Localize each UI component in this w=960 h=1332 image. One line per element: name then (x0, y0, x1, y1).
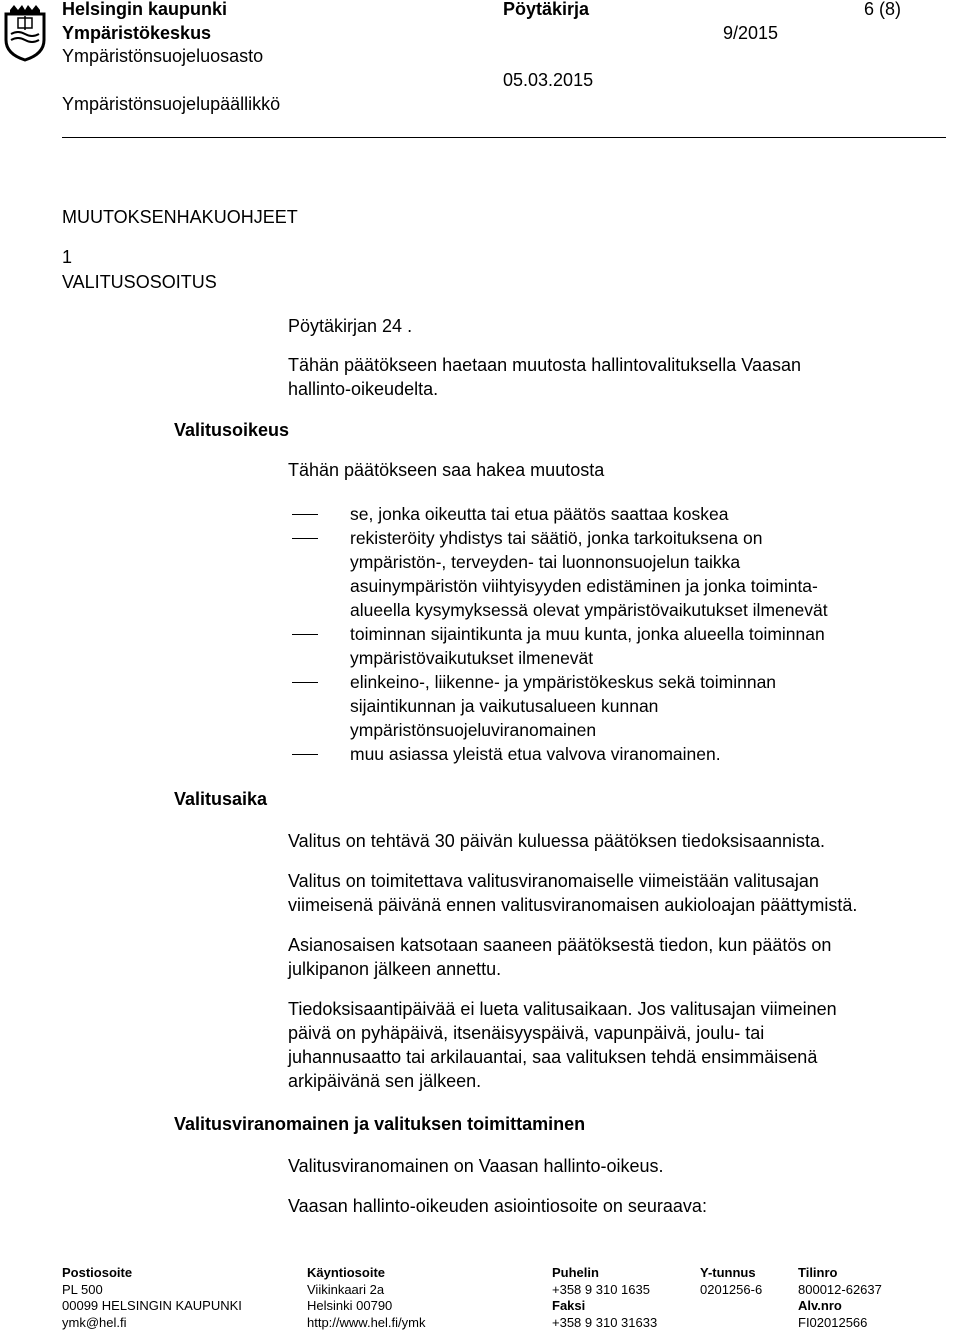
appellant-line: toiminnan sijaintikunta ja muu kunta, jonka alueella toiminnan (350, 624, 825, 644)
footer-line: 800012-62637 (798, 1281, 882, 1297)
footer-postal-address (62, 1265, 242, 1331)
header-official: Ympäristönsuojelupäällikkö (62, 94, 281, 114)
footer-line: 00099 HELSINGIN KAUPUNKI (62, 1298, 242, 1313)
section-title: VALITUSOSOITUS (62, 272, 217, 292)
appellant-line: rekisteröity yhdistys tai säätiö, jonka tarkoituksena on (350, 528, 763, 548)
period-line: Valitus on tehtävä 30 päivän kuluessa päätöksen tiedoksisaannista. (288, 831, 826, 851)
protocol-reference-suffix: . (407, 316, 413, 336)
appellant-line: ympäristövaikutukset ilmenevät (350, 648, 594, 668)
period-line: Asianosaisen katsotaan saaneen päätöksestä tiedon, kun päätös on (288, 935, 832, 955)
header-divider (62, 137, 946, 138)
appellant-line: asuinympäristön viihtyisyyden edistäminen ja jonka toiminta- (350, 576, 818, 596)
label-right-of-appeal: Valitusoikeus (174, 420, 290, 440)
instructions-heading: MUUTOKSENHAKUOHJEET (62, 207, 298, 227)
appellant-line: muu asiassa yleistä etua valvova viranomainen. (350, 744, 721, 764)
footer-phone (552, 1265, 657, 1331)
footer-line: Käyntiosoite (307, 1265, 386, 1280)
header-page-number: 6 (8) (864, 0, 902, 19)
dash-bullet (292, 514, 318, 515)
appellant-line: alueella kysymyksessä olevat ympäristövaikutukset ilmenevät (350, 600, 828, 620)
footer-line: 0201256-6 (700, 1281, 763, 1297)
protocol-reference (288, 314, 412, 338)
authority-line: Valitusviranomainen on Vaasan hallinto-oikeus. (288, 1156, 664, 1176)
appellant-item (288, 622, 928, 670)
footer-line: Faksi (552, 1298, 586, 1313)
period-paragraph (288, 997, 948, 1093)
footer-line: +358 9 310 31633 (552, 1314, 658, 1330)
period-paragraph (288, 933, 948, 981)
period-line: päivä on pyhäpäivä, itsenäisyyspäivä, vapunpäivä, joulu- tai (288, 1023, 765, 1043)
address-intro: Vaasan hallinto-oikeuden asiointiosoite on seuraava: (288, 1196, 707, 1216)
footer-line: Puhelin (552, 1265, 599, 1280)
header-city: Helsingin kaupunki (62, 0, 228, 19)
footer-business-id (700, 1265, 762, 1298)
period-line: arkipäivänä sen jälkeen. (288, 1071, 482, 1091)
period-line: juhannusaatto tai arkilauantai, saa valituksen tehdä ensimmäisenä (288, 1047, 818, 1067)
intro-paragraph (288, 353, 948, 401)
footer-visiting-address (307, 1265, 425, 1331)
footer-account (798, 1265, 882, 1331)
period-line: julkipanon jälkeen annettu. (288, 959, 502, 979)
appellant-list (288, 502, 928, 766)
footer-line: Postiosoite (62, 1265, 133, 1280)
intro-line: hallinto-oikeudelta. (288, 379, 439, 399)
intro-line: Tähän päätökseen haetaan muutosta hallintovalituksella Vaasan (288, 355, 802, 375)
period-line: Valitus on toimitettava valitusviranomaiselle viimeistään valitusajan (288, 871, 819, 891)
header-department: Ympäristönsuojeluosasto (62, 46, 264, 66)
footer-line: Helsinki 00790 (307, 1298, 393, 1313)
who-can-appeal: Tähän päätökseen saa hakea muutosta (288, 460, 605, 480)
section-number: 1 (62, 247, 73, 267)
appellant-item (288, 502, 928, 526)
appellant-line: sijaintikunnan ja vaikutusalueen kunnan (350, 696, 659, 716)
appeal-period-text (288, 829, 948, 1093)
footer-line: PL 500 (62, 1281, 103, 1297)
header-date: 05.03.2015 (503, 70, 594, 90)
protocol-reference-text: Pöytäkirjan 24 (288, 316, 403, 336)
footer-line: +358 9 310 1635 (552, 1281, 650, 1297)
footer-line: FI02012566 (798, 1314, 868, 1330)
dash-bullet (292, 634, 318, 635)
period-line: Tiedoksisaantipäivää ei lueta valitusaikaan. Jos valitusajan viimeinen (288, 999, 837, 1019)
appellant-item (288, 742, 928, 766)
appellant-item (288, 526, 928, 622)
period-paragraph (288, 869, 948, 917)
footer-line: Viikinkaari 2a (307, 1281, 385, 1297)
appellant-line: elinkeino-, liikenne- ja ympäristökeskus sekä toiminnan (350, 672, 777, 692)
dash-bullet (292, 538, 318, 539)
footer-line: Y-tunnus (700, 1265, 756, 1280)
footer-line: http://www.hel.fi/ymk (307, 1314, 426, 1330)
city-crest-logo (2, 4, 48, 62)
dash-bullet (292, 682, 318, 683)
header-doc-number: 9/2015 (723, 23, 779, 43)
header-doc-type: Pöytäkirja (503, 0, 590, 19)
label-appeal-period: Valitusaika (174, 789, 268, 809)
footer-line: Alv.nro (798, 1298, 842, 1313)
period-line: viimeisenä päivänä ennen valitusviranomaisen aukioloajan päättymistä. (288, 895, 858, 915)
authority-heading: Valitusviranomainen ja valituksen toimittaminen (174, 1114, 586, 1134)
appellant-line: se, jonka oikeutta tai etua päätös saattaa koskea (350, 504, 729, 524)
header-body-name: Ympäristökeskus (62, 23, 212, 43)
footer-line: Tilinro (798, 1265, 838, 1280)
appellant-item (288, 670, 928, 742)
footer-line: ymk@hel.fi (62, 1314, 127, 1330)
appellant-line: ympäristönsuojeluviranomainen (350, 720, 597, 740)
period-paragraph (288, 829, 948, 853)
appellant-line: ympäristön-, terveyden- tai luonnonsuojelun taikka (350, 552, 741, 572)
dash-bullet (292, 754, 318, 755)
